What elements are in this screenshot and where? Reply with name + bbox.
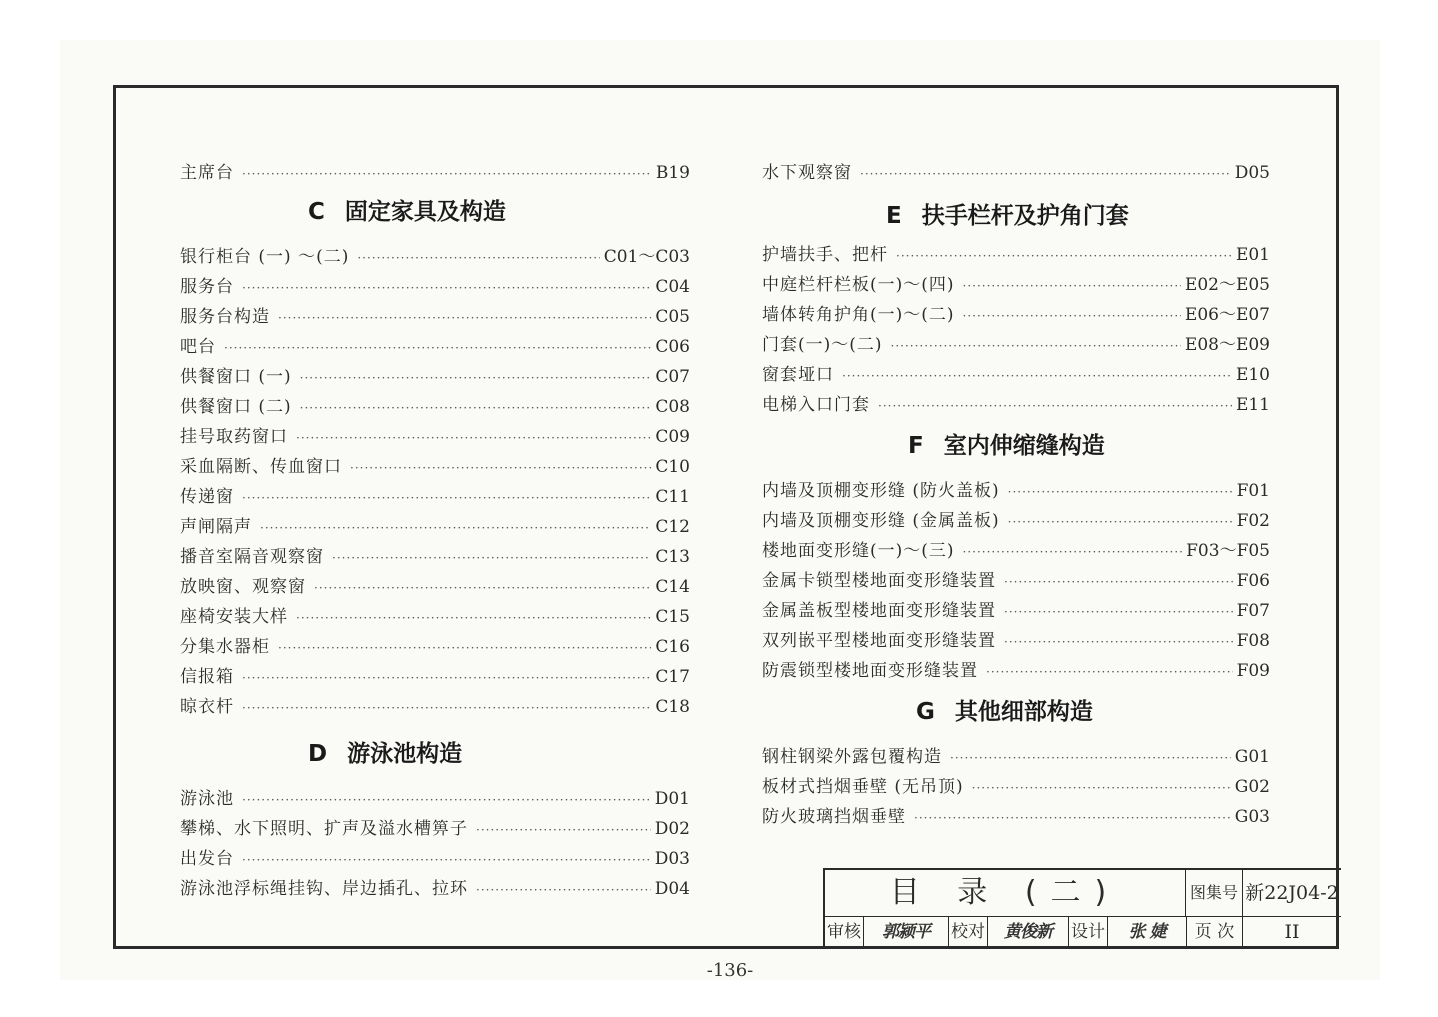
toc-entry-label: 内墙及顶棚变形缝 (防火盖板) <box>762 481 1000 501</box>
toc-entry <box>180 542 690 572</box>
toc-entry-label: 座椅安装大样 <box>180 607 288 627</box>
toc-entry-code: F01 <box>1236 481 1270 501</box>
leader-dots <box>242 693 651 723</box>
toc-entry-label: 服务台 <box>180 277 234 297</box>
section-letter: C <box>308 199 325 225</box>
leader-dots <box>476 875 651 905</box>
toc-entry-code: C08 <box>655 397 690 417</box>
section-letter: G <box>916 699 935 725</box>
page-label: 页 次 <box>1187 916 1243 949</box>
toc-entry-code: C01～C03 <box>603 247 690 267</box>
leader-dots <box>314 573 651 603</box>
leader-dots <box>891 331 1181 361</box>
toc-entry-label: 钢柱钢梁外露包覆构造 <box>762 747 942 767</box>
section-e-entries <box>762 240 1270 420</box>
toc-entry-label: 分集水器柜 <box>180 637 270 657</box>
leader-dots <box>242 845 651 875</box>
toc-entry <box>762 158 1270 188</box>
toc-entry <box>762 390 1270 420</box>
toc-entry-code: E06～E07 <box>1184 305 1270 325</box>
section-title: 其他细部构造 <box>954 699 1093 725</box>
section-g-entries <box>762 742 1270 832</box>
leader-dots <box>950 743 1231 773</box>
toc-entry-code: C12 <box>655 517 690 537</box>
section-heading-e <box>762 192 1270 240</box>
leader-dots <box>1004 627 1233 657</box>
toc-entry-code: E02～E05 <box>1184 275 1270 295</box>
toc-entry-code: G01 <box>1234 747 1270 767</box>
leader-dots <box>242 785 651 815</box>
toc-entry-code: C13 <box>655 547 690 567</box>
leader-dots <box>296 423 651 453</box>
toc-entry <box>180 392 690 422</box>
toc-entry <box>762 330 1270 360</box>
toc-entry-code: G03 <box>1234 807 1270 827</box>
section-f-entries <box>762 476 1270 686</box>
toc-entry-label: 护墙扶手、把杆 <box>762 245 888 265</box>
section-title: 固定家具及构造 <box>344 199 506 225</box>
toc-entry-label: 游泳池 <box>180 789 234 809</box>
leader-dots <box>242 483 651 513</box>
leader-dots <box>350 453 651 483</box>
toc-entry <box>762 772 1270 802</box>
toc-entry-label: 供餐窗口 (一) <box>180 367 292 387</box>
toc-entry <box>180 512 690 542</box>
title-block-row-2 <box>825 916 1341 949</box>
section-letter: E <box>886 203 902 229</box>
leader-dots <box>860 159 1231 189</box>
toc-entry-label: 电梯入口门套 <box>762 395 870 415</box>
toc-entry-label: 晾衣杆 <box>180 697 234 717</box>
toc-entry-label: 金属卡锁型楼地面变形缝装置 <box>762 571 996 591</box>
toc-entry <box>180 632 690 662</box>
review-signature: 郭颍平 <box>864 916 949 949</box>
toc-entry <box>762 536 1270 566</box>
toc-entry-label: 门套(一)～(二) <box>762 335 883 355</box>
leader-dots <box>242 273 651 303</box>
toc-entry-label: 双列嵌平型楼地面变形缝装置 <box>762 631 996 651</box>
toc-entry-label: 声闸隔声 <box>180 517 252 537</box>
right-top-entries <box>762 158 1270 188</box>
toc-entry <box>180 332 690 362</box>
toc-entry-label: 窗套垭口 <box>762 365 834 385</box>
toc-entry-code: C10 <box>655 457 690 477</box>
toc-entry <box>762 270 1270 300</box>
toc-entry <box>180 362 690 392</box>
leader-dots <box>914 803 1231 833</box>
design-signature: 张 婕 <box>1108 916 1187 949</box>
toc-entry <box>180 158 690 188</box>
leader-dots <box>986 657 1233 687</box>
toc-entry-label: 主席台 <box>180 163 234 183</box>
toc-entry <box>762 360 1270 390</box>
toc-entry-code: E10 <box>1235 365 1270 385</box>
toc-entry-label: 防火玻璃挡烟垂壁 <box>762 807 906 827</box>
toc-entry <box>180 242 690 272</box>
toc-entry-label: 信报箱 <box>180 667 234 687</box>
toc-entry-label: 内墙及顶棚变形缝 (金属盖板) <box>762 511 1000 531</box>
section-d-entries <box>180 784 690 904</box>
toc-entry <box>762 802 1270 832</box>
page-number: -136- <box>706 960 754 981</box>
leader-dots <box>963 537 1183 567</box>
toc-entry-label: 服务台构造 <box>180 307 270 327</box>
leader-dots <box>1004 567 1233 597</box>
toc-entry-label: 挂号取药窗口 <box>180 427 288 447</box>
toc-entry <box>180 422 690 452</box>
toc-entry-code: B19 <box>655 163 690 183</box>
section-heading-d <box>180 730 690 778</box>
leader-dots <box>300 363 652 393</box>
page-value: II <box>1284 921 1300 943</box>
leader-dots <box>296 603 651 633</box>
atlas-number-label: 图集号 <box>1186 870 1243 916</box>
toc-entry <box>762 596 1270 626</box>
toc-entry-label: 放映窗、观察窗 <box>180 577 306 597</box>
check-signature: 黄俊新 <box>988 916 1069 949</box>
toc-entry-label: 墙体转角护角(一)～(二) <box>762 305 955 325</box>
toc-entry-code: E08～E09 <box>1184 335 1270 355</box>
toc-entry <box>180 692 690 722</box>
toc-entry-label: 出发台 <box>180 849 234 869</box>
toc-entry-code: F03～F05 <box>1186 541 1270 561</box>
toc-entry-label: 金属盖板型楼地面变形缝装置 <box>762 601 996 621</box>
review-label: 审核 <box>825 916 864 949</box>
section-letter: D <box>308 741 328 767</box>
toc-right-column <box>762 158 1270 832</box>
leader-dots <box>300 393 652 423</box>
toc-entry-code: C11 <box>655 487 690 507</box>
toc-entry <box>762 626 1270 656</box>
toc-entry-label: 采血隔断、传血窗口 <box>180 457 342 477</box>
leader-dots <box>242 159 652 189</box>
toc-entry-label: 供餐窗口 (二) <box>180 397 292 417</box>
leader-dots <box>242 663 651 693</box>
toc-entry <box>180 272 690 302</box>
section-letter: F <box>908 433 924 459</box>
toc-entry <box>762 566 1270 596</box>
toc-entry-code: C06 <box>655 337 690 357</box>
toc-entry-code: C18 <box>655 697 690 717</box>
leader-dots <box>332 543 651 573</box>
leader-dots <box>963 301 1181 331</box>
toc-entry <box>180 874 690 904</box>
section-title: 游泳池构造 <box>347 741 463 767</box>
leader-dots <box>476 815 651 845</box>
toc-entry-code: F02 <box>1236 511 1270 531</box>
title-block-row-1 <box>825 870 1341 917</box>
toc-entry-code: C07 <box>655 367 690 387</box>
toc-entry-code: F07 <box>1236 601 1270 621</box>
leader-dots <box>1004 597 1233 627</box>
leader-dots <box>878 391 1232 421</box>
section-heading-g <box>762 688 1270 736</box>
toc-entry-label: 中庭栏杆栏板(一)～(四) <box>762 275 955 295</box>
toc-entry-label: 水下观察窗 <box>762 163 852 183</box>
section-title: 室内伸缩缝构造 <box>943 433 1105 459</box>
toc-entry-label: 楼地面变形缝(一)～(三) <box>762 541 955 561</box>
toc-entry-label: 播音室隔音观察窗 <box>180 547 324 567</box>
toc-entry-code: E11 <box>1235 395 1270 415</box>
left-top-entries <box>180 158 690 188</box>
leader-dots <box>224 333 651 363</box>
toc-entry <box>762 742 1270 772</box>
toc-entry <box>762 656 1270 686</box>
toc-entry-code: C16 <box>655 637 690 657</box>
toc-entry-code: D04 <box>654 879 690 899</box>
toc-entry <box>180 602 690 632</box>
leader-dots <box>278 633 651 663</box>
toc-entry <box>180 814 690 844</box>
section-heading-f <box>762 422 1270 470</box>
design-label: 设计 <box>1069 916 1108 949</box>
toc-left-column <box>180 158 690 904</box>
toc-entry-code: F06 <box>1236 571 1270 591</box>
section-c-entries <box>180 242 690 722</box>
toc-entry-label: 攀梯、水下照明、扩声及溢水槽箅子 <box>180 819 468 839</box>
toc-entry <box>762 240 1270 270</box>
toc-entry-label: 传递窗 <box>180 487 234 507</box>
toc-entry <box>762 476 1270 506</box>
atlas-number-value: 新22J04-2 <box>1245 882 1339 904</box>
leader-dots <box>972 773 1231 803</box>
toc-entry-code: C15 <box>655 607 690 627</box>
toc-entry-code: F09 <box>1236 661 1270 681</box>
toc-entry-code: D02 <box>654 819 690 839</box>
toc-entry-label: 板材式挡烟垂壁 (无吊顶) <box>762 777 964 797</box>
toc-entry <box>180 572 690 602</box>
toc-entry <box>762 300 1270 330</box>
toc-entry <box>180 784 690 814</box>
toc-entry-code: F08 <box>1236 631 1270 651</box>
toc-entry-code: C14 <box>655 577 690 597</box>
document-title: 目 录 (二) <box>825 870 1186 916</box>
leader-dots <box>260 513 651 543</box>
toc-entry-code: D05 <box>1234 163 1270 183</box>
toc-entry-code: D03 <box>654 849 690 869</box>
toc-entry-code: C04 <box>655 277 690 297</box>
toc-entry-label: 吧台 <box>180 337 216 357</box>
leader-dots <box>357 243 599 273</box>
toc-entry-label: 游泳池浮标绳挂钩、岸边插孔、拉环 <box>180 879 468 899</box>
leader-dots <box>963 271 1181 301</box>
toc-entry-code: G02 <box>1234 777 1270 797</box>
toc-entry <box>180 302 690 332</box>
leader-dots <box>278 303 651 333</box>
toc-entry-code: C05 <box>655 307 690 327</box>
toc-entry-code: C09 <box>655 427 690 447</box>
leader-dots <box>896 241 1232 271</box>
check-label: 校对 <box>949 916 988 949</box>
section-title: 扶手栏杆及护角门套 <box>921 203 1129 229</box>
toc-entry <box>180 662 690 692</box>
toc-entry <box>762 506 1270 536</box>
leader-dots <box>1008 507 1233 537</box>
title-block <box>823 868 1341 949</box>
leader-dots <box>842 361 1232 391</box>
toc-entry-label: 防震锁型楼地面变形缝装置 <box>762 661 978 681</box>
leader-dots <box>1008 477 1233 507</box>
toc-entry-code: E01 <box>1235 245 1270 265</box>
toc-entry-code: C17 <box>655 667 690 687</box>
toc-entry-code: D01 <box>654 789 690 809</box>
toc-entry-label: 银行柜台 (一) ～(二) <box>180 247 350 267</box>
toc-entry <box>180 844 690 874</box>
section-heading-c <box>180 188 690 236</box>
toc-entry <box>180 452 690 482</box>
toc-entry <box>180 482 690 512</box>
